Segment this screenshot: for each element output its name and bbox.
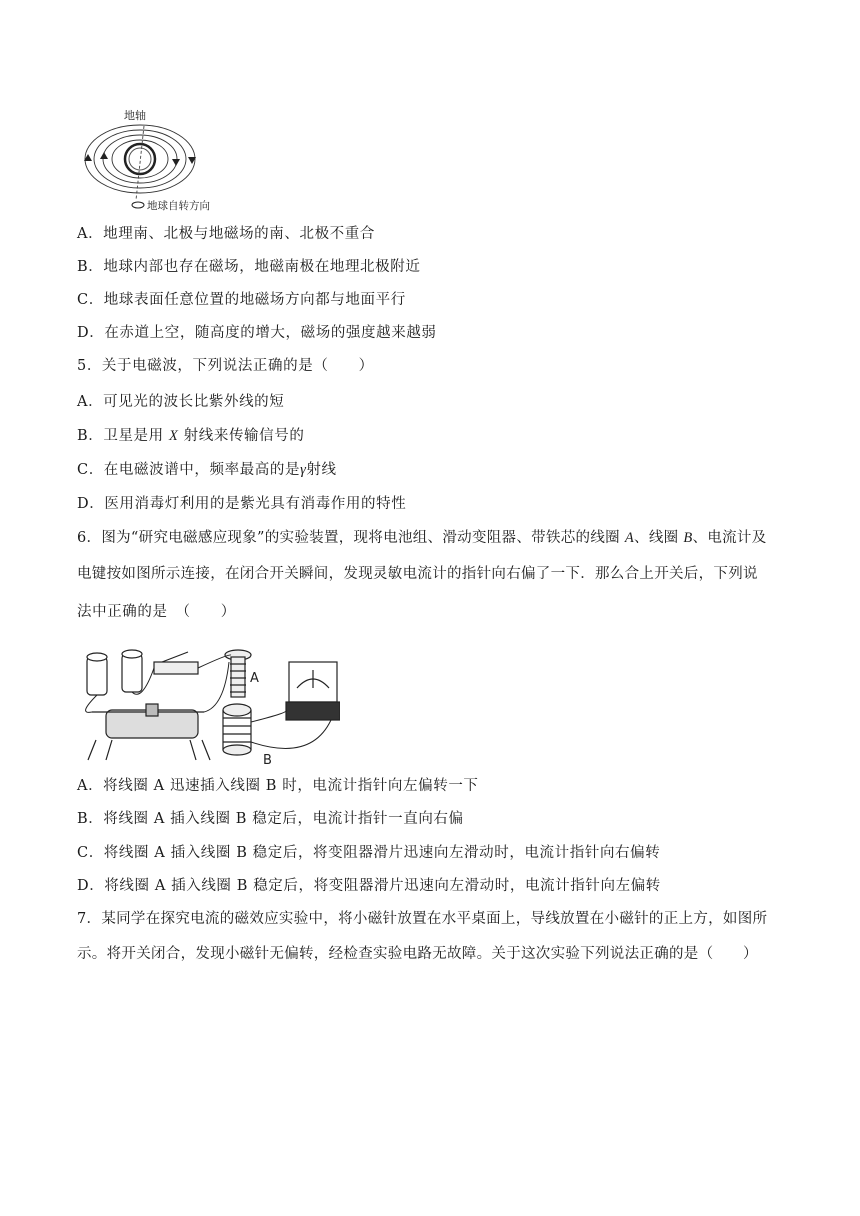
q7-stem-line2: 示。将开关闭合，发现小磁针无偏转，经检查实验电路无故障。关于这次实验下列说法正确的是（ ） (77, 946, 758, 962)
earth-magnetic-field-figure (80, 104, 240, 214)
q6-stem-post: 、电流计及 (692, 530, 767, 546)
q4-option-c: C．地球表面任意位置的地磁场方向都与地面平行 (77, 292, 406, 308)
q5-option-c-var: γ (300, 462, 307, 478)
q6-stem-pre: 6．图为“研究电磁感应现象”的实验装置，现将电池组、滑动变阻器、带铁芯的线圈 (77, 530, 625, 546)
q6-option-a: A．将线圈 A 迅速插入线圈 B 时，电流计指针向左偏转一下 (77, 778, 479, 794)
q4-option-b: B．地球内部也存在磁场，地磁南极在地理北极附近 (77, 259, 421, 275)
q4-option-d: D．在赤道上空，随高度的增大，磁场的强度越来越弱 (77, 325, 437, 341)
q6-coil-b-var: B (683, 530, 693, 546)
q4-option-a: A．地理南、北极与地磁场的南、北极不重合 (77, 226, 375, 242)
q6-stem-line1 (77, 528, 767, 548)
q6-stem-mid: 、线圈 (634, 530, 684, 546)
coil-b-label: B (263, 753, 272, 765)
induction-apparatus-figure (78, 640, 340, 765)
earth-rotation-label: 地球自转方向 (147, 200, 210, 212)
q5-option-b-pre: B．卫星是用 (77, 428, 169, 444)
q7-stem-line1: 7．某同学在探究电流的磁效应实验中，将小磁针放置在水平桌面上，导线放置在小磁针的正上方，如图所 (77, 911, 768, 927)
q5-option-c-post: 射线 (306, 462, 337, 478)
induction-apparatus-diagram (78, 640, 340, 765)
q6-stem-line2: 电键按如图所示连接，在闭合开关瞬间，发现灵敏电流计的指针向右偏了一下．那么合上开关后，下列说 (77, 566, 758, 582)
coil-a-label: A (250, 671, 259, 686)
q5-option-a: A．可见光的波长比紫外线的短 (77, 394, 285, 410)
q5-option-b (77, 426, 304, 446)
q6-option-d: D．将线圈 A 插入线圈 B 稳定后，将变阻器滑片迅速向左滑动时，电流计指针向左偏转 (77, 878, 661, 894)
q6-option-c: C．将线圈 A 插入线圈 B 稳定后，将变阻器滑片迅速向左滑动时，电流计指针向右偏转 (77, 845, 661, 861)
earth-field-diagram (80, 104, 240, 214)
earth-axis-label: 地轴 (124, 109, 146, 122)
q5-option-d: D．医用消毒灯利用的是紫光具有消毒作用的特性 (77, 496, 407, 512)
q5-option-c-pre: C．在电磁波谱中，频率最高的是 (77, 462, 301, 478)
q5-option-b-post: 射线来传输信号的 (178, 428, 305, 444)
q6-option-b: B．将线圈 A 插入线圈 B 稳定后，电流计指针一直向右偏 (77, 811, 464, 827)
q6-coil-a-var: A (624, 530, 635, 546)
q6-stem-line3: 法中正确的是 （ ） (77, 604, 236, 620)
q5-option-c (77, 460, 337, 480)
q5-stem: 5．关于电磁波，下列说法正确的是（ ） (77, 358, 374, 374)
q5-option-b-var: X (168, 428, 179, 444)
